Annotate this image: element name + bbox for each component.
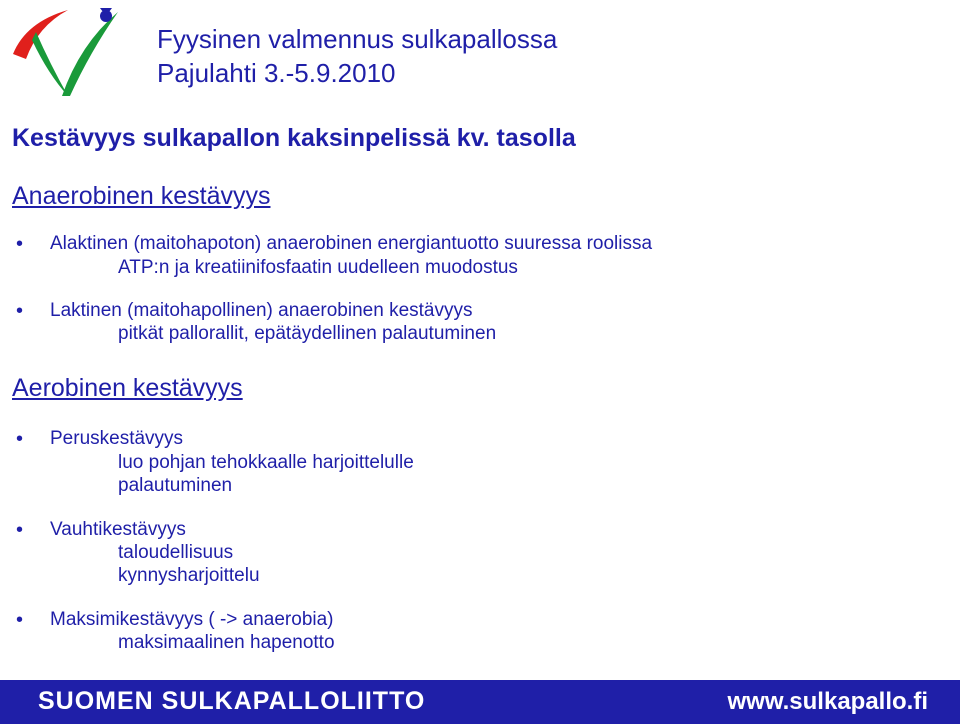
aerobic-item-sub: maksimaalinen hapenotto <box>118 632 335 653</box>
aerobic-item-sub: luo pohjan tehokkaalle harjoittelulle <box>118 452 414 473</box>
aerobic-item-title: Maksimikestävyys ( -> anaerobia) <box>50 609 334 630</box>
header-line-2: Pajulahti 3.-5.9.2010 <box>157 58 396 88</box>
footer-bar <box>0 680 960 724</box>
bullet-icon: • <box>16 519 24 541</box>
bullet-icon: • <box>16 428 24 450</box>
header-line-1: Fyysinen valmennus sulkapallossa <box>157 24 558 54</box>
sulkapallo-logo <box>8 4 126 99</box>
anaerobic-item-sub: pitkät pallorallit, epätäydellinen palautuminen <box>118 323 497 344</box>
slide-subtitle: Kestävyys sulkapallon kaksinpelissä kv. tasolla <box>12 124 576 152</box>
aerobic-item-sub: palautuminen <box>118 475 233 496</box>
footer-organization: SUOMEN SULKAPALLOLIITTO <box>38 687 426 715</box>
bullet-icon: • <box>16 300 24 322</box>
section-heading-aerobic: Aerobinen kestävyys <box>12 374 243 402</box>
anaerobic-item-title: Laktinen (maitohapollinen) anaerobinen kestävyys <box>50 300 473 321</box>
aerobic-item-sub: taloudellisuus <box>118 542 234 563</box>
bullet-icon: • <box>16 609 24 631</box>
footer-website-link[interactable]: www.sulkapallo.fi <box>727 688 928 715</box>
anaerobic-item-sub: ATP:n ja kreatiinifosfaatin uudelleen muodostus <box>118 257 518 278</box>
aerobic-item-title: Vauhtikestävyys <box>50 519 186 540</box>
aerobic-item-sub: kynnysharjoittelu <box>118 565 260 586</box>
section-heading-anaerobic: Anaerobinen kestävyys <box>12 182 271 210</box>
aerobic-item-title: Peruskestävyys <box>50 428 184 449</box>
anaerobic-item-title: Alaktinen (maitohapoton) anaerobinen energiantuotto suuressa roolissa <box>50 233 653 254</box>
bullet-icon: • <box>16 233 24 255</box>
